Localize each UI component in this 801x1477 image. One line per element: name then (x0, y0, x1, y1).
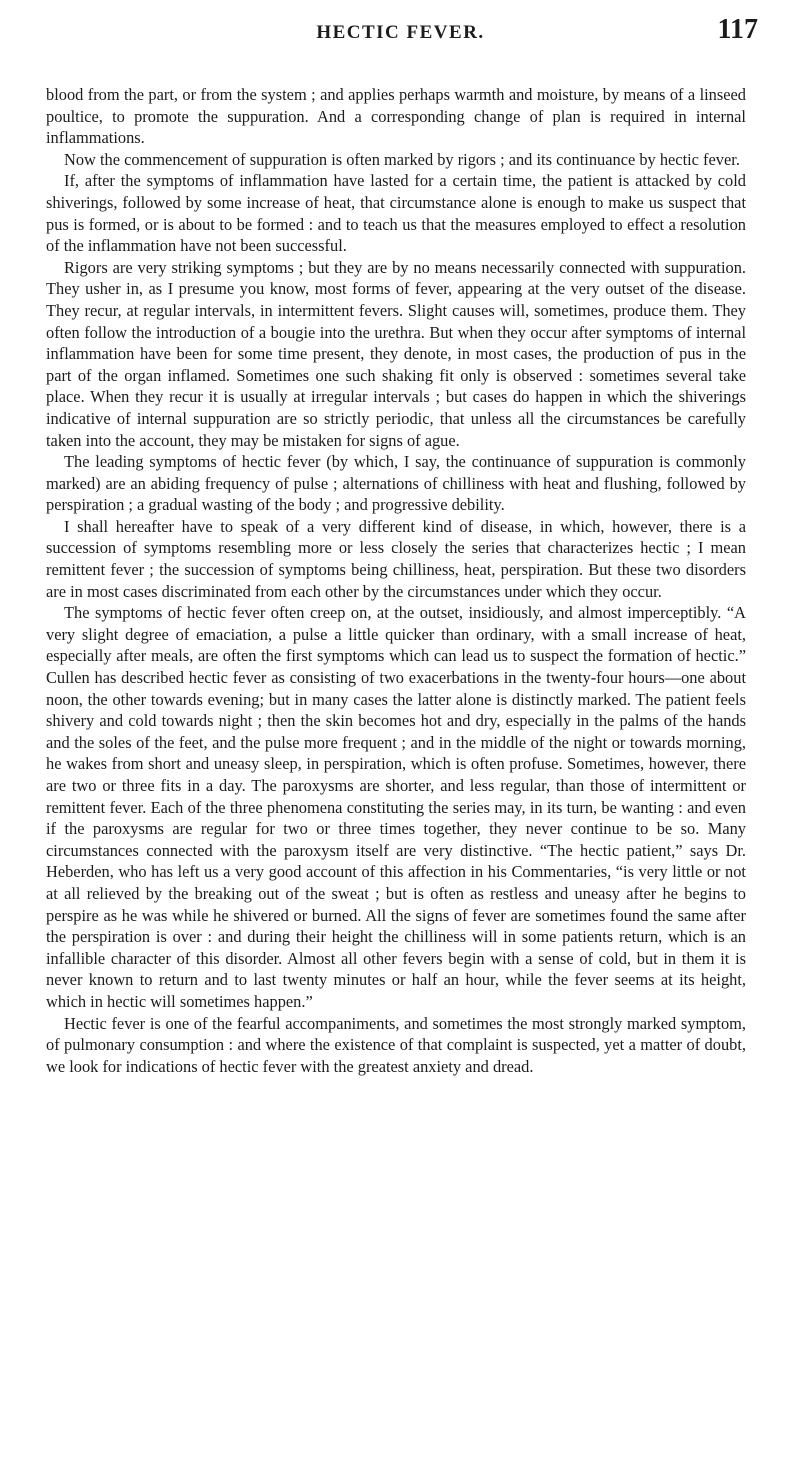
paragraph: The symptoms of hectic fever often creep on, at the outset, insidiously, and almost imperceptibly. “A very slight degree of emaciation, a pulse a little quicker than ordinary, with a small increase of heat, especially after meals, are often the first symptoms which can lead us to suspect the formation of hectic.” Cullen has described hectic fever as consisting of two exacerbations in the twenty-four hours—one about noon, the other towards evening; but in many cases the latter alone is distinctly marked. The patient feels shivery and cold towards night ; then the skin becomes hot and dry, especially in the palms of the hands and the soles of the feet, and the pulse more frequent ; and in the middle of the night or towards morning, he wakes from short and uneasy sleep, in perspiration, which is often profuse. Sometimes, however, there are two or three fits in a day. The paroxysms are shorter, and less regular, than those of intermittent or remittent fever. Each of the three phenomena constituting the series may, in its turn, be wanting : and even if the paroxysms are regular for two or three times together, they never continue to be so. Many circumstances connected with the paroxysm itself are very distinctive. “The hectic patient,” says Dr. Heberden, who has left us a very good account of this affection in his Commentaries, “is very little or not at all relieved by the breaking out of the sweat ; but is often as restless and uneasy after he begins to perspire as he was while he shivered or burned. All the signs of fever are sometimes found the same after the perspiration is over : and during their height the chilliness will in some patients return, which is an infallible character of this disorder. Almost all other fevers begin with a sense of cold, but in them it is never known to return and to last twenty minutes or half an hour, while the fever seems at its height, which in hectic will sometimes happen.” (46, 603, 746, 1011)
body-text (46, 84, 746, 1077)
paragraph: If, after the symptoms of inflammation have lasted for a certain time, the patient is attacked by cold shiverings, followed by some increase of heat, that circumstance alone is enough to make us suspect that pus is formed, or is about to be formed : and to teach us that the measures employed to effect a resolution of the inflammation have not been successful. (46, 171, 746, 256)
page-number: 117 (717, 14, 758, 45)
paragraph: The leading symptoms of hectic fever (by which, I say, the continuance of suppuration is commonly marked) are an abiding frequency of pulse ; alternations of chilliness with heat and flushing, followed by perspiration ; a gradual wasting of the body ; and progressive debility. (46, 452, 746, 515)
paragraph: Hectic fever is one of the fearful accompaniments, and sometimes the most strongly marked symptom, of pulmonary consumption : and where the existence of that complaint is suspected, yet a matter of doubt, we look for indications of hectic fever with the greatest anxiety and dread. (46, 1013, 746, 1076)
paragraph: I shall hereafter have to speak of a very different kind of disease, in which, however, there is a succession of symptoms resembling more or less closely the series that characterizes hectic ; I mean remittent fever ; the succession of symptoms being chilliness, heat, perspiration. But these two disorders are in most cases discriminated from each other by the circumstances under which they occur. (46, 516, 746, 601)
page-header (0, 8, 801, 68)
paragraph: blood from the part, or from the system ; and applies perhaps warmth and moisture, by means of a linseed poultice, to promote the suppuration. And a corresponding change of plan is required in internal inflammations. (46, 85, 746, 148)
paragraph: Rigors are very striking symptoms ; but they are by no means necessarily connected with suppuration. They usher in, as I presume you know, most forms of fever, appearing at the very outset of the disease. They recur, at regular intervals, in intermittent fevers. Slight causes will, sometimes, produce them. They often follow the introduction of a bougie into the urethra. But when they occur after symptoms of internal inflammation have been for some time present, they denote, in most cases, the production of pus in the part of the organ inflamed. Sometimes one such shaking fit only is observed : sometimes several take place. When they recur it is usually at irregular intervals ; but cases do happen in which the shiverings indicative of internal suppuration are so strictly periodic, that unless all the circumstances be carefully taken into the account, they may be mistaken for signs of ague. (46, 257, 746, 450)
paragraph: Now the commencement of suppuration is often marked by rigors ; and its continuance by hectic fever. (64, 149, 740, 169)
running-head: HECTIC FEVER. (316, 22, 485, 43)
